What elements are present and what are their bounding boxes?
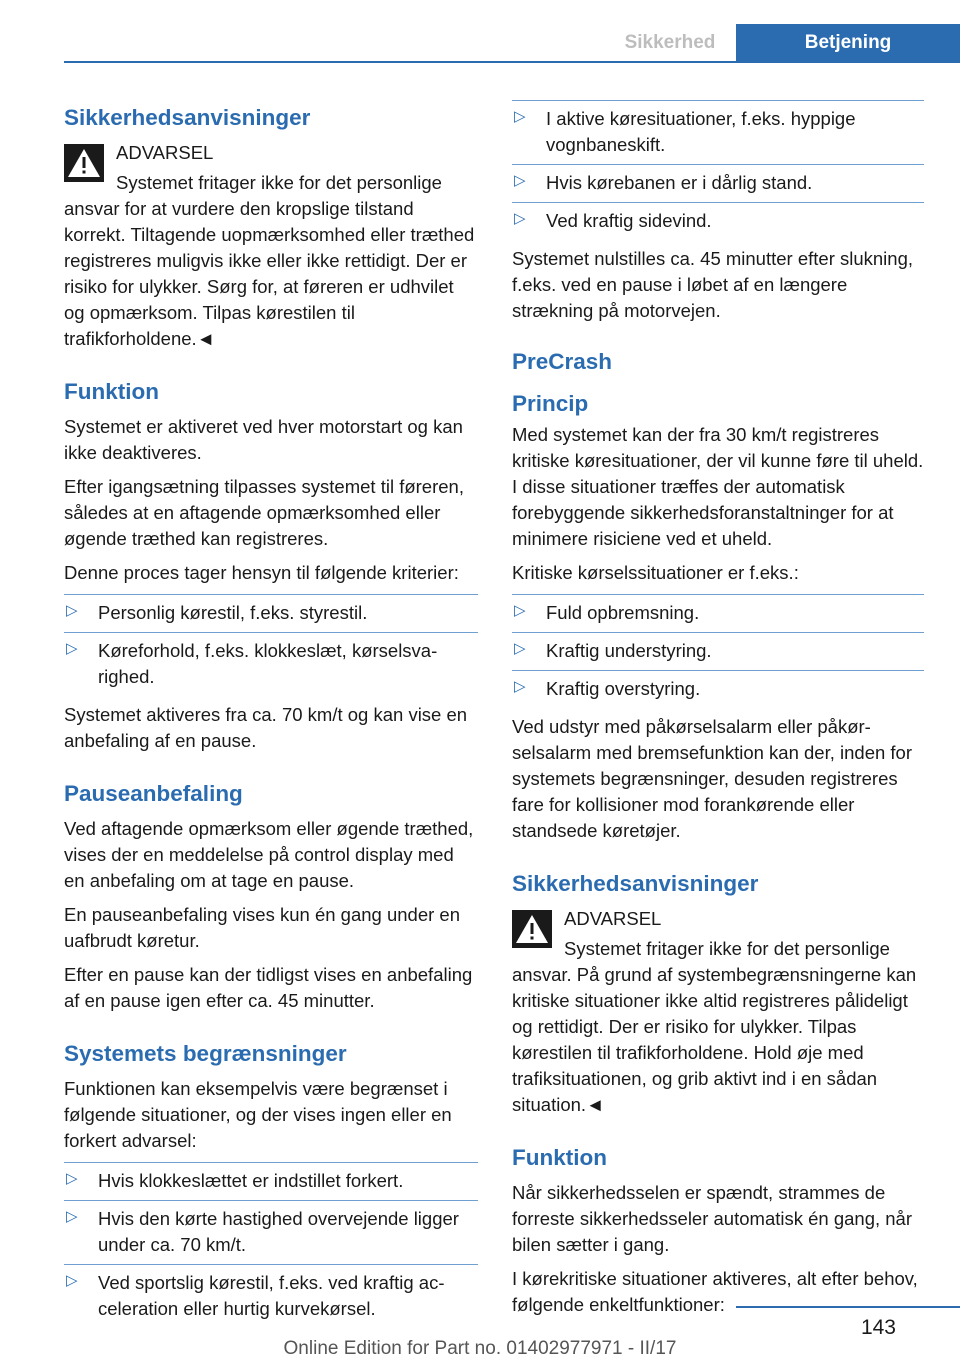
list-item: ▷ Kraftig understyring. <box>512 632 924 670</box>
list-item: ▷ Personlig kørestil, f.eks. styrestil. <box>64 594 478 632</box>
list-item: ▷ Kraftig overstyring. <box>512 670 924 708</box>
critical-situations-list <box>512 594 924 708</box>
list-item: ▷ Fuld opbremsning. <box>512 594 924 632</box>
heading-princip: Princip <box>512 391 589 416</box>
triangle-bullet-icon: ▷ <box>514 602 526 619</box>
limitations-list-continued <box>512 100 924 240</box>
triangle-bullet-icon: ▷ <box>514 678 526 695</box>
warning-text: Systemet fritager ikke for det personlige ansvar for at vurdere den kropslige tilstand korrekt. Tiltagende uopmærksomhed eller træthed registreres muligvis ikke eller ikke rettidigt. Der er risiko for ulykker. Sørg for, at føreren er udhvilet og opmærksom. Tilpas kørestilen til trafikforholdene.◄ <box>64 172 475 349</box>
warning-label: ADVARSEL <box>564 908 662 929</box>
triangle-bullet-icon: ▷ <box>66 1272 78 1289</box>
heading-sikkerhedsanvisninger: Sikkerhedsanvisninger <box>64 105 311 130</box>
warning-icon <box>512 910 552 948</box>
left-column <box>64 100 478 1334</box>
header-divider <box>64 61 960 63</box>
list-item: ▷ Ved kraftig sidevind. <box>512 202 924 240</box>
heading-sikkerhedsanvisninger-2: Sikkerhedsanvisninger <box>512 871 759 896</box>
paragraph: Med systemet kan der fra 30 km/t registreres kritiske køresituationer, der vil kunne føre til uheld. I disse situationer træffes der automatisk forebyggende sikkerhedsforanstaltninger for at minimere risiciene ved et uheld. <box>512 424 924 549</box>
page-number: 143 <box>860 1316 896 1339</box>
paragraph: Denne proces tager hensyn til følgende kriterier: <box>64 562 459 583</box>
paragraph: Systemet er aktiveret ved hver motorstart og kan ikke deaktiveres. <box>64 416 463 463</box>
right-column <box>512 100 924 1326</box>
paragraph: Funktionen kan eksempelvis være begrænset i følgende situationer, og der vises ingen eller en forkert advarsel: <box>64 1078 452 1151</box>
triangle-bullet-icon: ▷ <box>514 640 526 657</box>
paragraph: Systemet nulstilles ca. 45 minutter efter slukning, f.eks. ved en pause i løbet af en længere strækning på motorvejen. <box>512 248 914 321</box>
paragraph: Ved aftagende opmærksom eller øgende træthed, vises der en meddelelse på control display med en anbefaling om at tage en pause. <box>64 818 474 891</box>
list-item: ▷ I aktive køresituationer, f.eks. hyppige vognbaneskift. <box>512 100 924 164</box>
triangle-bullet-icon: ▷ <box>66 1170 78 1187</box>
list-item: ▷ Køreforhold, f.eks. klokkeslæt, kørselsvarighed. <box>64 632 478 696</box>
heading-precrash: PreCrash <box>512 349 613 374</box>
heading-funktion-2: Funktion <box>512 1145 607 1170</box>
paragraph: Efter en pause kan der tidligst vises en anbefaling af en pause igen efter ca. 45 minutter. <box>64 964 473 1011</box>
paragraph: Efter igangsætning tilpasses systemet til føreren, således at en aftagende opmærksomhed eller øgende træthed kan registreres. <box>64 476 464 549</box>
triangle-bullet-icon: ▷ <box>66 1208 78 1225</box>
paragraph: Ved udstyr med påkørselsalarm eller påkørselsalarm med bremsefunktion kan der, inden for systemets begrænsninger, desuden registreres fare for kollisioner mod forankørende eller standsede køretøjer. <box>512 716 913 841</box>
paragraph: Kritiske kørselssituationer er f.eks.: <box>512 562 799 583</box>
warning-text: Systemet fritager ikke for det personlige ansvar. På grund af systembegrænsningerne kan kritiske situationer ikke altid registreres pålideligt og rettidigt. Der er risiko for ulykker. Tilpas kørestilen til trafikforholdene. Hold øje med trafiksituationen, og grib aktivt ind i en sådan situation.◄ <box>512 938 917 1115</box>
tab-betjening[interactable]: Betjening <box>736 24 960 62</box>
triangle-bullet-icon: ▷ <box>514 108 526 125</box>
warning-block <box>512 906 924 1118</box>
heading-funktion: Funktion <box>64 379 159 404</box>
warning-icon <box>64 144 104 182</box>
heading-pauseanbefaling: Pauseanbefaling <box>64 781 243 806</box>
paragraph: I kørekritiske situationer aktiveres, alt efter behov, følgende enkeltfunktioner: <box>512 1268 918 1315</box>
criteria-list <box>64 594 478 696</box>
limitations-list <box>64 1162 478 1328</box>
tab-sikkerhed[interactable]: Sikkerhed <box>624 32 716 53</box>
list-item: ▷ Ved sportslig kørestil, f.eks. ved kraftig acceleration eller hurtig kurvekørsel. <box>64 1264 478 1328</box>
paragraph: Når sikkerhedsselen er spændt, strammes de forreste sikkerhedsseler automatisk én gang, når bilen sætter i gang. <box>512 1182 913 1255</box>
list-item: ▷ Hvis kørebanen er i dårlig stand. <box>512 164 924 202</box>
list-item: ▷ Hvis klokkeslættet er indstillet forkert. <box>64 1162 478 1200</box>
edition-footer: Online Edition for Part no. 01402977971 - II/17 <box>283 1338 677 1359</box>
warning-block <box>64 140 478 352</box>
triangle-bullet-icon: ▷ <box>66 640 78 657</box>
heading-systemets-begraensninger: Systemets begrænsninger <box>64 1041 347 1066</box>
warning-label: ADVARSEL <box>116 142 214 163</box>
triangle-bullet-icon: ▷ <box>514 172 526 189</box>
list-item: ▷ Hvis den kørte hastighed overvejende ligger under ca. 70 km/t. <box>64 1200 478 1264</box>
triangle-bullet-icon: ▷ <box>514 210 526 227</box>
triangle-bullet-icon: ▷ <box>66 602 78 619</box>
paragraph: En pauseanbefaling vises kun én gang under en uafbrudt køretur. <box>64 904 460 951</box>
page-header <box>0 0 960 62</box>
paragraph: Systemet aktiveres fra ca. 70 km/t og kan vise en anbefaling af en pause. <box>64 704 468 751</box>
footer-divider <box>736 1306 960 1308</box>
